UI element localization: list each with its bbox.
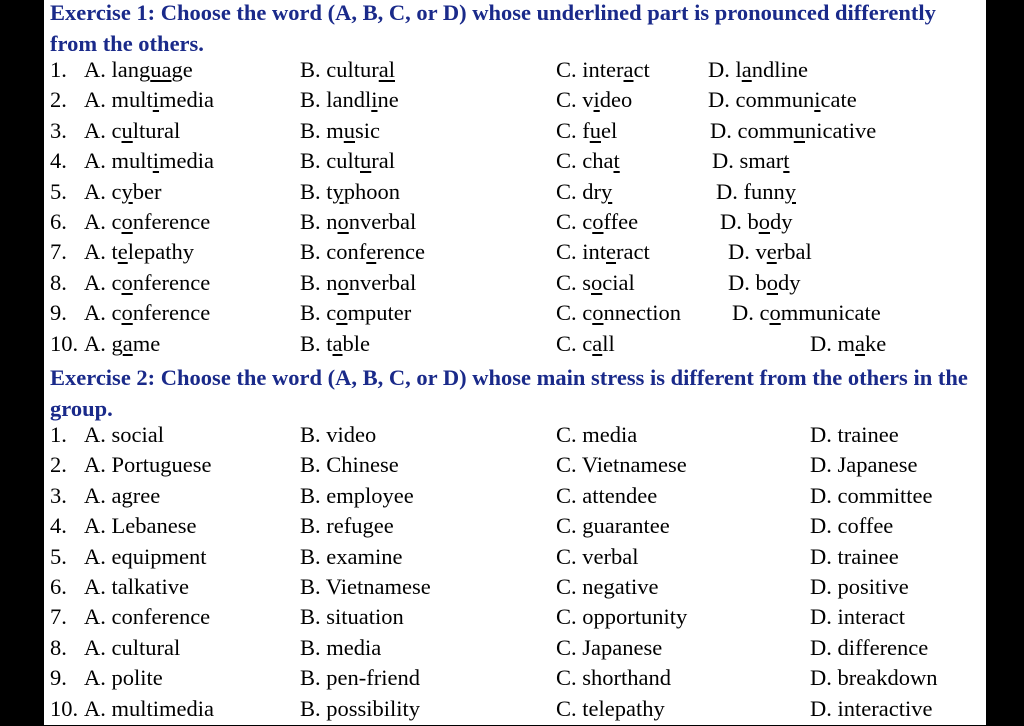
underlined-part: a <box>122 330 133 356</box>
underlined-part: e <box>766 239 777 265</box>
exercise2-item <box>44 635 986 665</box>
option-d <box>732 300 881 326</box>
exercise1-item <box>44 57 986 87</box>
word-part: ber <box>132 178 162 204</box>
option-a: A. agree <box>84 482 161 508</box>
underlined-part: u <box>360 148 372 174</box>
option-c: C. guarantee <box>556 513 670 539</box>
item-number: 1. <box>50 57 67 82</box>
word-part: B. c <box>300 300 337 326</box>
option-b <box>300 331 370 357</box>
word-part: lepathy <box>127 239 194 265</box>
word-part: media <box>159 148 215 174</box>
underlined-part: o <box>592 300 604 326</box>
exercise2-item <box>44 574 986 604</box>
underlined-part: i <box>371 87 378 113</box>
option-b: B. employee <box>300 482 414 508</box>
option-d <box>728 239 812 265</box>
item-number: 6. <box>50 209 67 234</box>
exercise1-item <box>44 209 986 239</box>
underlined-part: a <box>592 330 603 356</box>
option-c: C. media <box>556 422 638 447</box>
exercise1-item <box>44 331 986 361</box>
word-part: el <box>601 117 618 143</box>
underlined-part: i <box>152 87 160 113</box>
underlined-part: o <box>337 209 349 234</box>
option-a: A. talkative <box>84 574 189 599</box>
exercise1-item <box>44 87 986 117</box>
word-part: nverbal <box>348 269 417 295</box>
underlined-part: y <box>784 178 796 204</box>
option-c <box>556 239 650 265</box>
word-part: C. c <box>556 300 593 326</box>
item-number: 8. <box>50 269 67 295</box>
underlined-part: o <box>121 269 133 295</box>
word-part: sic <box>355 117 381 143</box>
underlined-part: e <box>606 239 617 265</box>
word-part: B. cultur <box>300 57 379 82</box>
word-part: D. b <box>728 269 767 295</box>
option-c <box>556 118 617 144</box>
option-c: C. shorthand <box>556 665 671 691</box>
underlined-part: o <box>769 300 781 326</box>
option-c: C. verbal <box>556 543 639 569</box>
word-part: B. t <box>300 178 333 204</box>
option-d <box>708 87 857 113</box>
option-b <box>300 179 400 205</box>
option-c <box>556 209 638 235</box>
exercise1-item <box>44 118 986 148</box>
word-part: nference <box>132 300 211 326</box>
option-d: D. Japanese <box>810 452 918 478</box>
option-a <box>84 300 210 326</box>
underlined-part: i <box>814 87 821 113</box>
word-part: B. t <box>300 330 333 356</box>
underlined-part: i <box>152 148 160 174</box>
item-number: 1. <box>50 422 67 447</box>
option-d <box>712 148 790 174</box>
underlined-part: y <box>332 178 344 204</box>
word-part: dy <box>778 269 801 295</box>
option-a <box>84 57 193 83</box>
exercise2-item <box>44 665 986 695</box>
word-part: B. landl <box>300 87 372 113</box>
option-b: B. examine <box>300 543 403 569</box>
underlined-part: al <box>378 57 395 82</box>
underlined-part: o <box>121 209 133 234</box>
underlined-part: a <box>332 330 343 356</box>
option-c: C. Vietnamese <box>556 452 687 478</box>
word-part: A. lang <box>84 57 151 82</box>
item-number: 3. <box>50 482 67 508</box>
option-c: C. attendee <box>556 482 658 508</box>
option-b: B. possibility <box>300 695 421 721</box>
option-d: D. committee <box>810 482 933 508</box>
option-d: D. coffee <box>810 513 894 539</box>
option-a <box>84 118 180 144</box>
option-a <box>84 209 210 235</box>
option-a <box>84 87 214 113</box>
underlined-part: u <box>121 117 133 143</box>
option-d: D. breakdown <box>810 665 938 691</box>
exercise1-item <box>44 239 986 269</box>
option-c <box>556 57 650 83</box>
option-b: B. media <box>300 634 382 660</box>
word-part: cate <box>820 87 857 113</box>
word-part: D. b <box>720 209 759 234</box>
underlined-part: y <box>601 178 613 204</box>
option-d: D. trainee <box>810 422 899 447</box>
word-part: D. comm <box>710 117 794 143</box>
underlined-part: o <box>592 209 604 234</box>
word-part: A. c <box>84 269 122 295</box>
option-b <box>300 148 395 174</box>
option-d <box>716 179 796 205</box>
word-part: A. c <box>84 178 122 204</box>
option-d: D. trainee <box>810 543 899 569</box>
item-number: 9. <box>50 665 67 691</box>
option-b: B. Chinese <box>300 452 399 478</box>
exercise2-item <box>44 604 986 634</box>
option-a: A. conference <box>84 604 211 630</box>
word-part: D. l <box>708 57 742 82</box>
underlined-part: e <box>117 239 128 265</box>
word-part: C. f <box>556 117 590 143</box>
item-number: 5. <box>50 543 67 569</box>
word-part: D. commun <box>708 87 815 113</box>
word-part: ct <box>633 57 650 82</box>
option-c <box>556 148 620 174</box>
option-a: A. multimedia <box>84 695 214 721</box>
option-d <box>710 118 876 144</box>
word-part: B. cult <box>300 148 360 174</box>
word-part: C. v <box>556 87 594 113</box>
exercise1-item <box>44 300 986 330</box>
item-number: 5. <box>50 178 67 204</box>
exercise2-item <box>44 422 986 452</box>
underlined-part: o <box>758 209 770 234</box>
option-b: B. situation <box>300 604 404 630</box>
option-d <box>720 209 793 235</box>
underlined-part: a <box>623 57 634 82</box>
exercise-page <box>44 0 986 725</box>
word-part: nference <box>132 209 211 234</box>
word-part: nference <box>132 269 211 295</box>
underlined-part: u <box>343 117 356 143</box>
option-a: A. Lebanese <box>84 513 197 539</box>
option-a: A. polite <box>84 665 163 691</box>
exercise1-item <box>44 179 986 209</box>
word-part: B. conf <box>300 239 367 265</box>
word-part: ffee <box>603 209 639 234</box>
word-part: ral <box>371 148 395 174</box>
item-number: 10. <box>50 330 79 356</box>
option-b <box>300 270 416 296</box>
underlined-part: u <box>589 117 601 143</box>
exercise2-item <box>44 513 986 543</box>
word-part: mputer <box>347 300 412 326</box>
option-a <box>84 148 214 174</box>
word-part: D. c <box>732 300 770 326</box>
word-part: rence <box>376 239 425 265</box>
exercise2-item <box>44 696 986 726</box>
word-part: nnection <box>603 300 681 326</box>
option-d: D. positive <box>810 574 909 599</box>
word-part: A. g <box>84 330 123 356</box>
word-part: ll <box>602 330 615 356</box>
word-part: C. s <box>556 269 592 295</box>
option-c: C. negative <box>556 574 659 599</box>
option-d <box>708 57 808 83</box>
word-part: phoon <box>343 178 401 204</box>
word-part: dy <box>770 209 793 234</box>
exercise2-title: Exercise 2: Choose the word (A, B, C, or D) whose main stress is different from the others in the group. <box>50 365 968 421</box>
option-c <box>556 270 635 296</box>
item-number: 10. <box>50 695 79 721</box>
word-part: D. m <box>810 330 855 356</box>
underlined-part: o <box>766 269 778 295</box>
option-a: A. cultural <box>84 634 181 660</box>
underlined-part: t <box>783 148 790 174</box>
option-b: B. refugee <box>300 513 394 539</box>
option-b: B. pen-friend <box>300 665 420 691</box>
word-part: ndline <box>751 57 808 82</box>
word-part: D. funn <box>716 178 785 204</box>
word-part: D. v <box>728 239 767 265</box>
word-part: B. n <box>300 269 338 295</box>
item-number: 2. <box>50 87 67 113</box>
word-part: C. cha <box>556 148 614 174</box>
underlined-part: o <box>336 300 348 326</box>
word-part: B. n <box>300 209 338 234</box>
underlined-part: o <box>337 269 349 295</box>
option-b <box>300 239 425 265</box>
option-d: D. interact <box>810 604 905 630</box>
option-b: B. video <box>300 422 377 447</box>
item-number: 8. <box>50 634 67 660</box>
word-part: C. int <box>556 239 607 265</box>
exercise2-item <box>44 544 986 574</box>
word-part: nicative <box>805 117 877 143</box>
word-part: D. smar <box>712 148 784 174</box>
word-part: C. c <box>556 209 593 234</box>
exercise1-item <box>44 270 986 300</box>
word-part: ne <box>377 87 399 113</box>
word-part: ge <box>171 57 193 82</box>
word-part: A. t <box>84 239 118 265</box>
underlined-part: o <box>591 269 603 295</box>
word-part: deo <box>599 87 633 113</box>
option-c: C. opportunity <box>556 604 688 630</box>
word-part: me <box>132 330 161 356</box>
option-c <box>556 331 615 357</box>
word-part: B. m <box>300 117 344 143</box>
item-number: 7. <box>50 239 67 265</box>
word-part: cial <box>602 269 635 295</box>
option-c <box>556 179 612 205</box>
option-c <box>556 87 632 113</box>
underlined-part: y <box>121 178 133 204</box>
item-number: 2. <box>50 452 67 478</box>
item-number: 7. <box>50 604 67 630</box>
word-part: media <box>159 87 215 113</box>
option-a <box>84 239 194 265</box>
exercise2-item <box>44 452 986 482</box>
exercise2-item <box>44 483 986 513</box>
word-part: A. mult <box>84 87 153 113</box>
option-d: D. interactive <box>810 695 933 721</box>
word-part: rbal <box>776 239 812 265</box>
item-number: 9. <box>50 300 67 326</box>
option-a <box>84 270 210 296</box>
underlined-part: t <box>613 148 620 174</box>
word-part: A. c <box>84 209 122 234</box>
underlined-part: a <box>855 330 865 356</box>
option-c: C. Japanese <box>556 634 663 660</box>
item-number: 6. <box>50 574 67 599</box>
word-part: ke <box>865 330 887 356</box>
option-a: A. social <box>84 422 164 447</box>
word-part: A. mult <box>84 148 153 174</box>
item-number: 3. <box>50 117 67 143</box>
underlined-part: o <box>121 300 133 326</box>
option-a: A. Portuguese <box>84 452 212 478</box>
option-d <box>810 331 886 357</box>
option-b <box>300 118 380 144</box>
option-b: B. Vietnamese <box>300 574 431 599</box>
item-number: 4. <box>50 148 67 174</box>
option-a: A. equipment <box>84 543 207 569</box>
word-part: ble <box>342 330 371 356</box>
underlined-part: a <box>741 57 752 82</box>
underlined-part: i <box>593 87 600 113</box>
exercise1-item <box>44 148 986 178</box>
underlined-part: e <box>366 239 377 265</box>
word-part: C. inter <box>556 57 624 82</box>
word-part: nverbal <box>348 209 417 234</box>
option-c: C. telepathy <box>556 695 665 721</box>
option-a <box>84 179 161 205</box>
option-d: D. difference <box>810 634 929 660</box>
word-part: A. c <box>84 300 122 326</box>
word-part: ltural <box>132 117 181 143</box>
option-b <box>300 87 399 113</box>
option-b <box>300 209 416 235</box>
underlined-part: u <box>793 117 805 143</box>
option-d <box>728 270 801 296</box>
exercise1-title: Exercise 1: Choose the word (A, B, C, or D) whose underlined part is pronounced differently from the others. <box>50 0 936 56</box>
option-b <box>300 57 395 83</box>
word-part: mmunicate <box>780 300 881 326</box>
word-part: ract <box>616 239 650 265</box>
word-part: A. c <box>84 117 122 143</box>
underlined-part: ua <box>150 57 172 82</box>
word-part: C. dr <box>556 178 601 204</box>
word-part: C. c <box>556 330 593 356</box>
option-c <box>556 300 681 326</box>
item-number: 4. <box>50 513 67 539</box>
option-b <box>300 300 411 326</box>
option-a <box>84 331 160 357</box>
